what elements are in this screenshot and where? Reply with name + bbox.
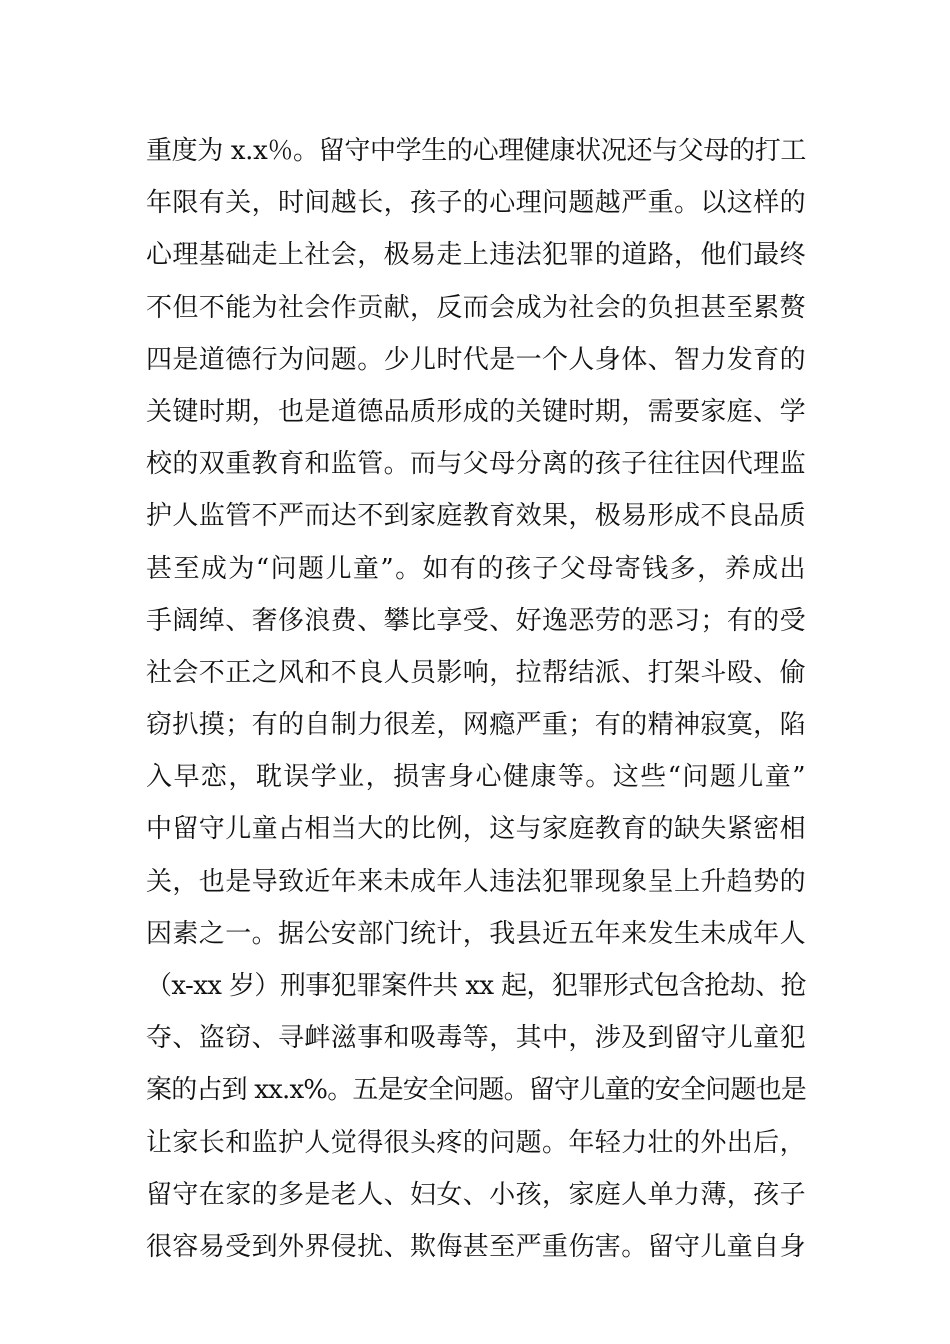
text-line: 校的双重教育和监管。而与父母分离的孩子往往因代理监 — [146, 449, 806, 480]
text-line: 甚至成为“问题儿童”。如有的孩子父母寄钱多，养成出 — [146, 553, 806, 584]
text-line: 手阔绰、奢侈浪费、攀比享受、好逸恶劳的恶习；有的受 — [146, 605, 806, 636]
text-line: 因素之一。据公安部门统计，我县近五年来发生未成年人 — [146, 918, 806, 949]
text-line: 案的占到 xx.x%。五是安全问题。留守儿童的安全问题也是 — [146, 1075, 806, 1106]
text-line: 入早恋，耽误学业，损害身心健康等。这些“问题儿童” — [146, 762, 806, 793]
text-line: 窃扒摸；有的自制力很差，网瘾严重；有的精神寂寞，陷 — [146, 710, 806, 741]
text-line: 留守在家的多是老人、妇女、小孩，家庭人单力薄，孩子 — [146, 1179, 806, 1210]
text-line: 关，也是导致近年来未成年人违法犯罪现象呈上升趋势的 — [146, 866, 806, 897]
text-line: 不但不能为社会作贡献，反而会成为社会的负担甚至累赘 — [146, 292, 806, 323]
text-line: 中留守儿童占相当大的比例，这与家庭教育的缺失紧密相 — [146, 814, 806, 845]
text-line: 心理基础走上社会，极易走上违法犯罪的道路，他们最终 — [146, 240, 806, 271]
text-line: 夺、盗窃、寻衅滋事和吸毒等，其中，涉及到留守儿童犯 — [146, 1023, 806, 1054]
text-line: 很容易受到外界侵扰、欺侮甚至严重伤害。留守儿童自身 — [146, 1231, 806, 1262]
text-line: 重度为 x.x％。留守中学生的心理健康状况还与父母的打工 — [146, 136, 806, 166]
text-line: （x-xx 岁）刑事犯罪案件共 xx 起，犯罪形式包含抢劫、抢 — [146, 971, 806, 1001]
text-line: 关键时期，也是道德品质形成的关键时期，需要家庭、学 — [146, 396, 806, 427]
text-line: 护人监管不严而达不到家庭教育效果，极易形成不良品质 — [146, 501, 806, 532]
text-line: 让家长和监护人觉得很头疼的问题。年轻力壮的外出后， — [146, 1127, 806, 1158]
text-line: 社会不正之风和不良人员影响，拉帮结派、打架斗殴、偷 — [146, 657, 806, 688]
text-line: 年限有关，时间越长，孩子的心理问题越严重。以这样的 — [146, 188, 806, 219]
body-text — [146, 125, 806, 1273]
text-line: 四是道德行为问题。少儿时代是一个人身体、智力发育的 — [146, 344, 806, 375]
